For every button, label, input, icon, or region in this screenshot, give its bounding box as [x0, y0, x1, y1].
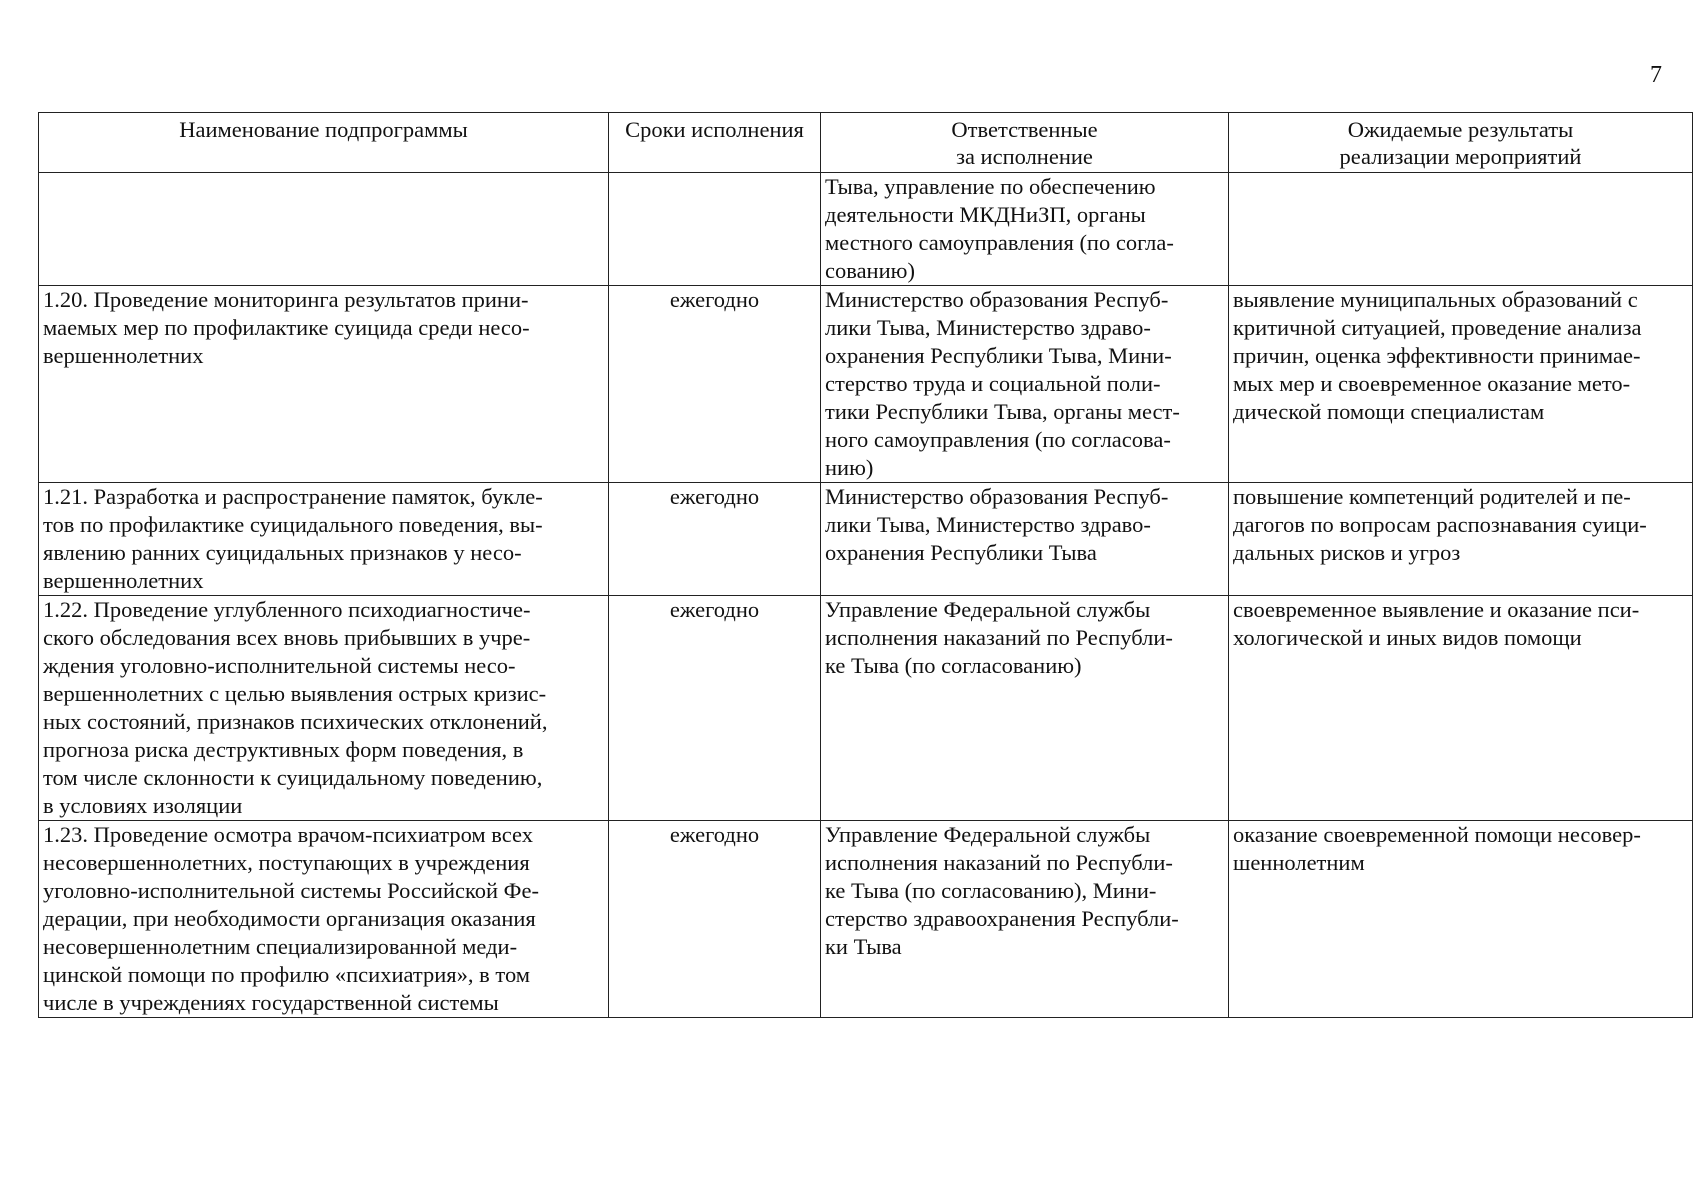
cell-text-line: Тыва, управление по обеспечению [825, 174, 1156, 199]
cell-text-line: явлению ранних суицидальных признаков у несо- [43, 540, 522, 565]
cell-text-line: ке Тыва (по согласованию) [825, 653, 1082, 678]
cell-text-line: том числе склонности к суицидальному поведению, [43, 765, 543, 790]
cell-text-line: лики Тыва, Министерство здраво- [825, 512, 1151, 537]
cell-text-line: деятельности МКДНиЗП, органы [825, 202, 1146, 227]
cell-text-line: причин, оценка эффективности принимае- [1233, 343, 1641, 368]
table-row [39, 821, 1693, 1018]
cell-text-line: стерство труда и социальной поли- [825, 371, 1161, 396]
table-header-row [39, 113, 1693, 173]
cell-text-line: вершеннолетних [43, 568, 204, 593]
cell-text-line: выявление муниципальных образований с [1233, 287, 1638, 312]
cell-text-line: дагогов по вопросам распознавания суици- [1233, 512, 1647, 537]
cell-responsible [821, 483, 1229, 596]
cell-text-line: охранения Республики Тыва, Мини- [825, 343, 1172, 368]
cell-text-line: прогноза риска деструктивных форм поведения, в [43, 737, 524, 762]
cell-text-line: дальных рисков и угроз [1233, 540, 1461, 565]
cell-text-line: Министерство образования Респуб- [825, 287, 1169, 312]
cell-subprogram-name [39, 821, 609, 1018]
header-line: Наименование подпрограммы [179, 117, 468, 142]
header-responsible [821, 113, 1229, 173]
cell-subprogram-name [39, 286, 609, 483]
cell-text-line: ежегодно [669, 822, 760, 847]
cell-text-line: сованию) [825, 258, 915, 283]
cell-text-line: 1.22. Проведение углубленного психодиагностиче- [43, 597, 531, 622]
cell-responsible [821, 286, 1229, 483]
cell-text-line: критичной ситуацией, проведение анализа [1233, 315, 1642, 340]
cell-text-line: числе в учреждениях государственной системы [43, 990, 499, 1015]
cell-text-line: стерство здравоохранения Республи- [825, 906, 1179, 931]
header-deadline [609, 113, 821, 173]
cell-text-line: дерации, при необходимости организация оказания [43, 906, 536, 931]
cell-text-line: хологической и иных видов помощи [1233, 625, 1582, 650]
cell-text-line: вершеннолетних с целью выявления острых кризис- [43, 681, 547, 706]
header-line: Ожидаемые результаты [1347, 117, 1574, 142]
cell-expected-result [1229, 821, 1693, 1018]
cell-responsible [821, 173, 1229, 286]
cell-text-line: 1.20. Проведение мониторинга результатов прини- [43, 287, 529, 312]
cell-text-line: ждения уголовно-исполнительной системы несо- [43, 653, 516, 678]
cell-text-line: несовершеннолетним специализированной меди- [43, 934, 518, 959]
cell-deadline [609, 821, 821, 1018]
cell-text-line: 1.21. Разработка и распространение памяток, букле- [43, 484, 543, 509]
cell-text-line: ных состояний, признаков психических отклонений, [43, 709, 548, 734]
cell-subprogram-name [39, 483, 609, 596]
cell-expected-result [1229, 483, 1693, 596]
cell-responsible [821, 821, 1229, 1018]
cell-text-line: исполнения наказаний по Республи- [825, 850, 1173, 875]
cell-text-line: мых мер и своевременное оказание мето- [1233, 371, 1631, 396]
page-number: 7 [1650, 62, 1662, 88]
cell-expected-result [1229, 286, 1693, 483]
cell-text-line: ского обследования всех вновь прибывших в учре- [43, 625, 531, 650]
cell-text-line: нию) [825, 455, 874, 480]
cell-text-line: ежегодно [669, 597, 760, 622]
cell-text-line: Управление Федеральной службы [825, 597, 1151, 622]
cell-subprogram-name [39, 173, 609, 286]
cell-text-line: тики Республики Тыва, органы мест- [825, 399, 1180, 424]
cell-text-line: исполнения наказаний по Республи- [825, 625, 1173, 650]
cell-text-line: лики Тыва, Министерство здраво- [825, 315, 1151, 340]
cell-text-line: своевременное выявление и оказание пси- [1233, 597, 1640, 622]
program-table [38, 112, 1693, 1018]
cell-text-line: шеннолетним [1233, 850, 1365, 875]
cell-expected-result [1229, 173, 1693, 286]
cell-text-line: Министерство образования Респуб- [825, 484, 1169, 509]
header-line: реализации мероприятий [1339, 144, 1582, 169]
table-row [39, 596, 1693, 821]
cell-text-line: ежегодно [669, 484, 760, 509]
cell-text-line: 1.23. Проведение осмотра врачом-психиатром всех [43, 822, 533, 847]
cell-text-line: Управление Федеральной службы [825, 822, 1151, 847]
table-row [39, 173, 1693, 286]
cell-text-line: местного самоуправления (по согла- [825, 230, 1174, 255]
cell-deadline [609, 596, 821, 821]
header-line: за исполнение [956, 144, 1093, 169]
cell-text-line: ке Тыва (по согласованию), Мини- [825, 878, 1157, 903]
cell-text-line: ки Тыва [825, 934, 902, 959]
header-line: Ответственные [951, 117, 1098, 142]
table-row [39, 483, 1693, 596]
cell-deadline [609, 173, 821, 286]
cell-text-line: в условиях изоляции [43, 793, 243, 818]
cell-deadline [609, 286, 821, 483]
cell-text-line: оказание своевременной помощи несовер- [1233, 822, 1641, 847]
cell-deadline [609, 483, 821, 596]
cell-text-line: ежегодно [669, 287, 760, 312]
cell-text-line: охранения Республики Тыва [825, 540, 1097, 565]
cell-text-line: маемых мер по профилактике суицида среди несо- [43, 315, 530, 340]
table-row [39, 286, 1693, 483]
cell-text-line: несовершеннолетних, поступающих в учреждения [43, 850, 530, 875]
cell-text-line: дической помощи специалистам [1233, 399, 1545, 424]
cell-text-line: вершеннолетних [43, 343, 204, 368]
cell-text-line: цинской помощи по профилю «психиатрия», в том [43, 962, 531, 987]
cell-responsible [821, 596, 1229, 821]
header-subprogram-name [39, 113, 609, 173]
header-line: Сроки исполнения [625, 117, 804, 142]
cell-text-line: ного самоуправления (по согласова- [825, 427, 1171, 452]
cell-text-line: повышение компетенций родителей и пе- [1233, 484, 1631, 509]
cell-text-line: уголовно-исполнительной системы Российской Фе- [43, 878, 539, 903]
cell-subprogram-name [39, 596, 609, 821]
cell-text-line: тов по профилактике суицидального поведения, вы- [43, 512, 543, 537]
header-expected-results [1229, 113, 1693, 173]
cell-expected-result [1229, 596, 1693, 821]
